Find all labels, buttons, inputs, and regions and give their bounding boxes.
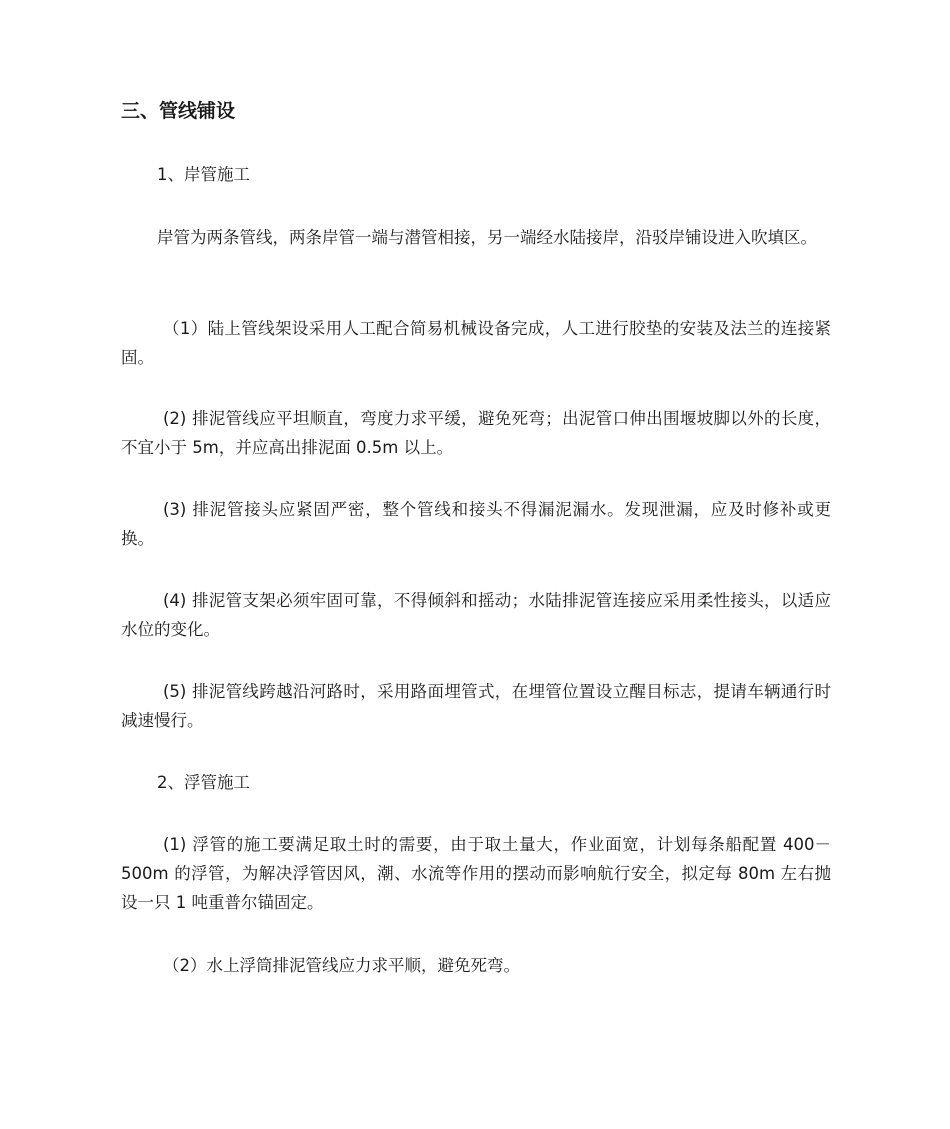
subsection-title: 1、岸管施工: [157, 165, 250, 184]
paragraph: (4) 排泥管支架必须牢固可靠，不得倾斜和摇动；水陆排泥管连接应采用柔性接头，以适应水位的变化。: [121, 591, 831, 639]
paragraph: （2）水上浮筒排泥管线应力求平顺，避免死弯。: [163, 956, 520, 975]
paragraph: (1) 浮管的施工要满足取土时的需要，由于取土量大，作业面宽，计划每条船配置 400－500m 的浮管，为解决浮管因风，潮、水流等作用的摆动而影响航行安全，拟定每 80m 左右抛设一只 1 吨重普尔锚固定。: [121, 835, 831, 912]
paragraph: (2) 排泥管线应平坦顺直，弯度力求平缓，避免死弯；出泥管口伸出围堰坡脚以外的长度，不宜小于 5m，并应高出排泥面 0.5m 以上。: [121, 409, 831, 457]
paragraph: (5) 排泥管线跨越沿河路时，采用路面埋管式，在埋管位置设立醒目标志，提请车辆通行时减速慢行。: [121, 682, 831, 730]
paragraph: 岸管为两条管线，两条岸管一端与潜管相接，另一端经水陆接岸，沿驳岸铺设进入吹填区。: [157, 228, 817, 247]
paragraph: (3) 排泥管接头应紧固严密，整个管线和接头不得漏泥漏水。发现泄漏，应及时修补或更换。: [121, 500, 831, 548]
section-heading: 三、管线铺设: [121, 100, 236, 122]
paragraph: （1）陆上管线架设采用人工配合简易机械设备完成，人工进行胶垫的安装及法兰的连接紧固。: [121, 319, 831, 367]
subsection-title: 2、浮管施工: [157, 773, 250, 792]
